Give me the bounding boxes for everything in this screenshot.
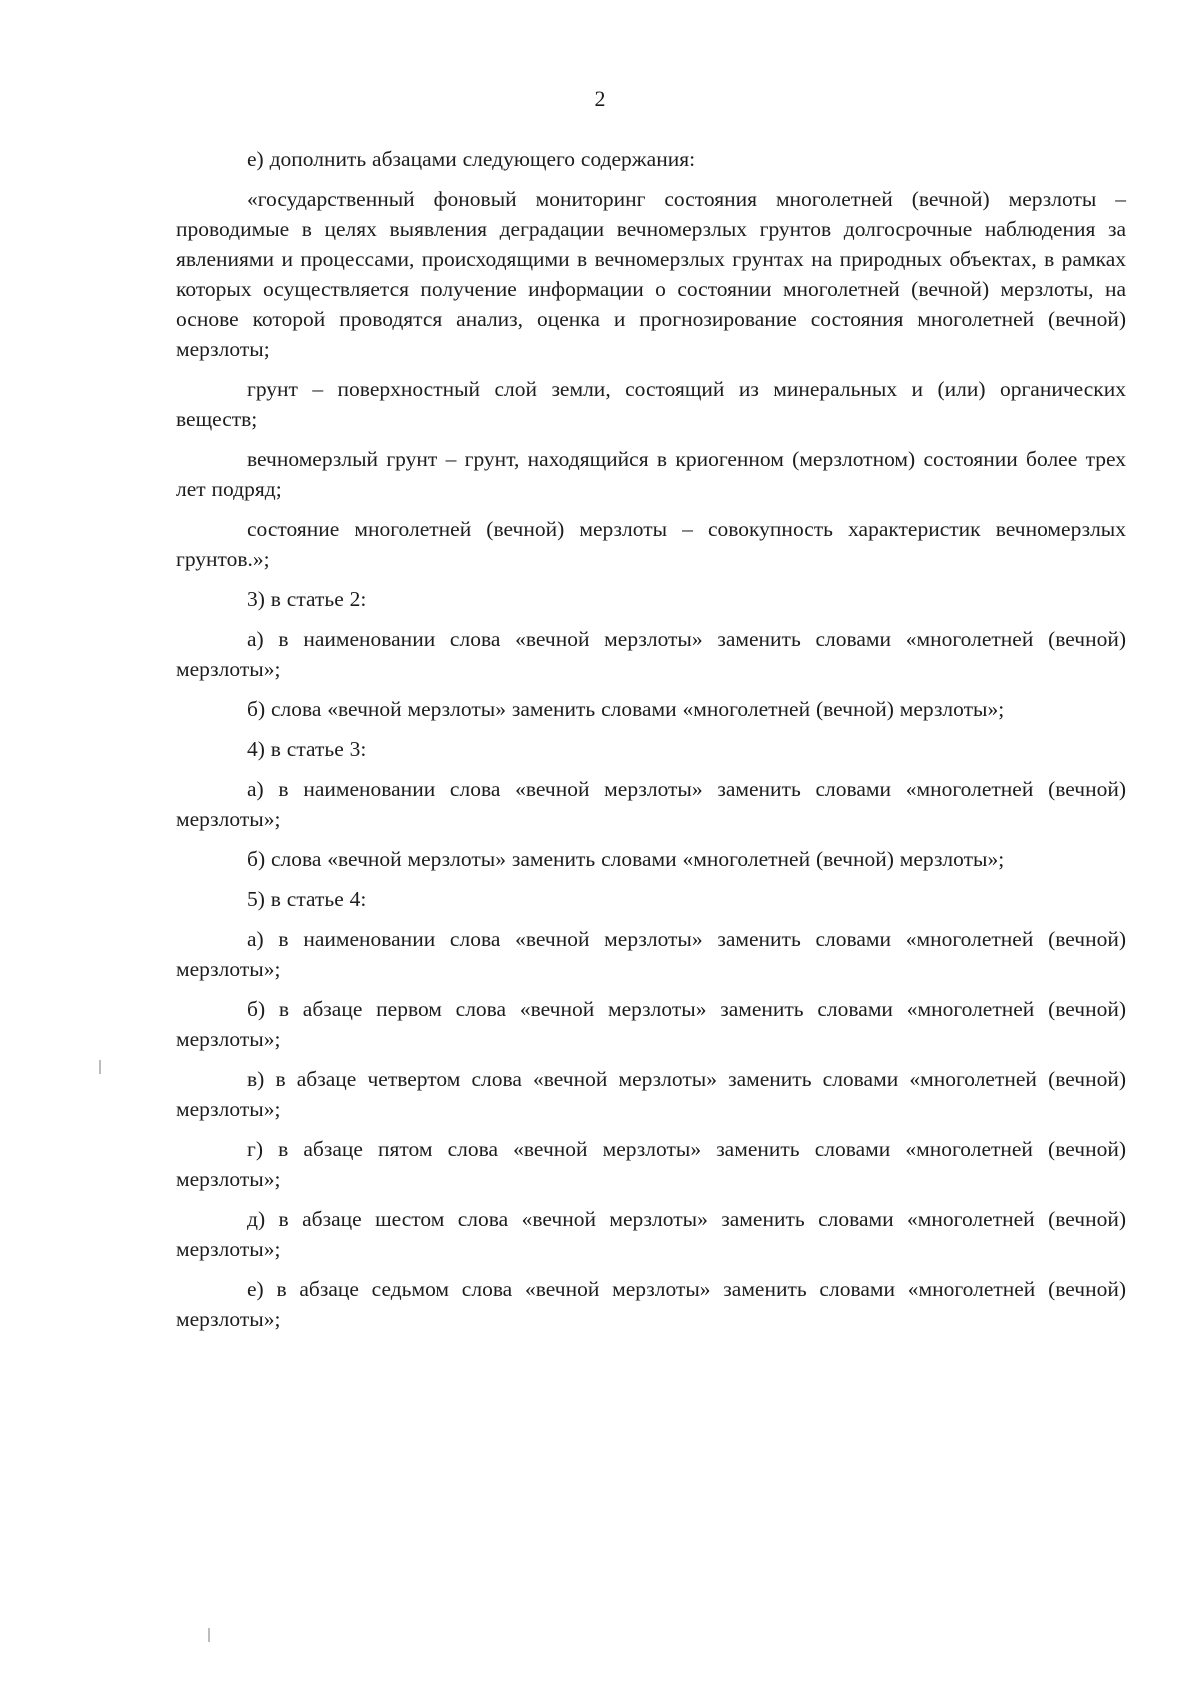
paragraph: грунт – поверхностный слой земли, состоящий из минеральных и (или) органических веществ; (176, 377, 1126, 431)
paragraph: д) в абзаце шестом слова «вечной мерзлоты» заменить словами «многолетней (вечной) мерзлоты»; (176, 1207, 1126, 1261)
paragraph: «государственный фоновый мониторинг состояния многолетней (вечной) мерзлоты – проводимые в целях выявления деградации вечномерзлых грунтов долгосрочные наблюдения за явлениями и процессами, происходящими в вечномерзлых грунтах на природных объектах, в рамках которых осуществляется получение информации о состоянии многолетней (вечной) мерзлоты, на основе которой проводятся анализ, оценка и прогнозирование состояния многолетней (вечной) мерзлоты; (176, 187, 1126, 361)
paragraph: б) в абзаце первом слова «вечной мерзлоты» заменить словами «многолетней (вечной) мерзлоты»; (176, 997, 1126, 1051)
page-number: 2 (594, 86, 606, 111)
document-body (176, 144, 1126, 1344)
paragraph: в) в абзаце четвертом слова «вечной мерзлоты» заменить словами «многолетней (вечной) мерзлоты»; (176, 1067, 1126, 1121)
paragraph: а) в наименовании слова «вечной мерзлоты» заменить словами «многолетней (вечной) мерзлоты»; (176, 927, 1126, 981)
paragraph: е) дополнить абзацами следующего содержания: (247, 147, 696, 171)
scan-artifact (208, 1628, 210, 1642)
paragraph: 5) в статье 4: (247, 887, 367, 911)
paragraph: б) слова «вечной мерзлоты» заменить словами «многолетней (вечной) мерзлоты»; (247, 847, 1005, 871)
paragraph: г) в абзаце пятом слова «вечной мерзлоты» заменить словами «многолетней (вечной) мерзлоты»; (176, 1137, 1126, 1191)
paragraph: состояние многолетней (вечной) мерзлоты – совокупность характеристик вечномерзлых грунтов.»; (176, 517, 1126, 571)
paragraph: 3) в статье 2: (247, 587, 367, 611)
paragraph: вечномерзлый грунт – грунт, находящийся в криогенном (мерзлотном) состоянии более трех лет подряд; (176, 447, 1126, 501)
paragraph: б) слова «вечной мерзлоты» заменить словами «многолетней (вечной) мерзлоты»; (247, 697, 1005, 721)
paragraph: а) в наименовании слова «вечной мерзлоты» заменить словами «многолетней (вечной) мерзлоты»; (176, 777, 1126, 831)
paragraph: а) в наименовании слова «вечной мерзлоты» заменить словами «многолетней (вечной) мерзлоты»; (176, 627, 1126, 681)
paragraph: е) в абзаце седьмом слова «вечной мерзлоты» заменить словами «многолетней (вечной) мерзлоты»; (176, 1277, 1126, 1331)
scan-artifact (99, 1060, 101, 1074)
paragraph: 4) в статье 3: (247, 737, 367, 761)
